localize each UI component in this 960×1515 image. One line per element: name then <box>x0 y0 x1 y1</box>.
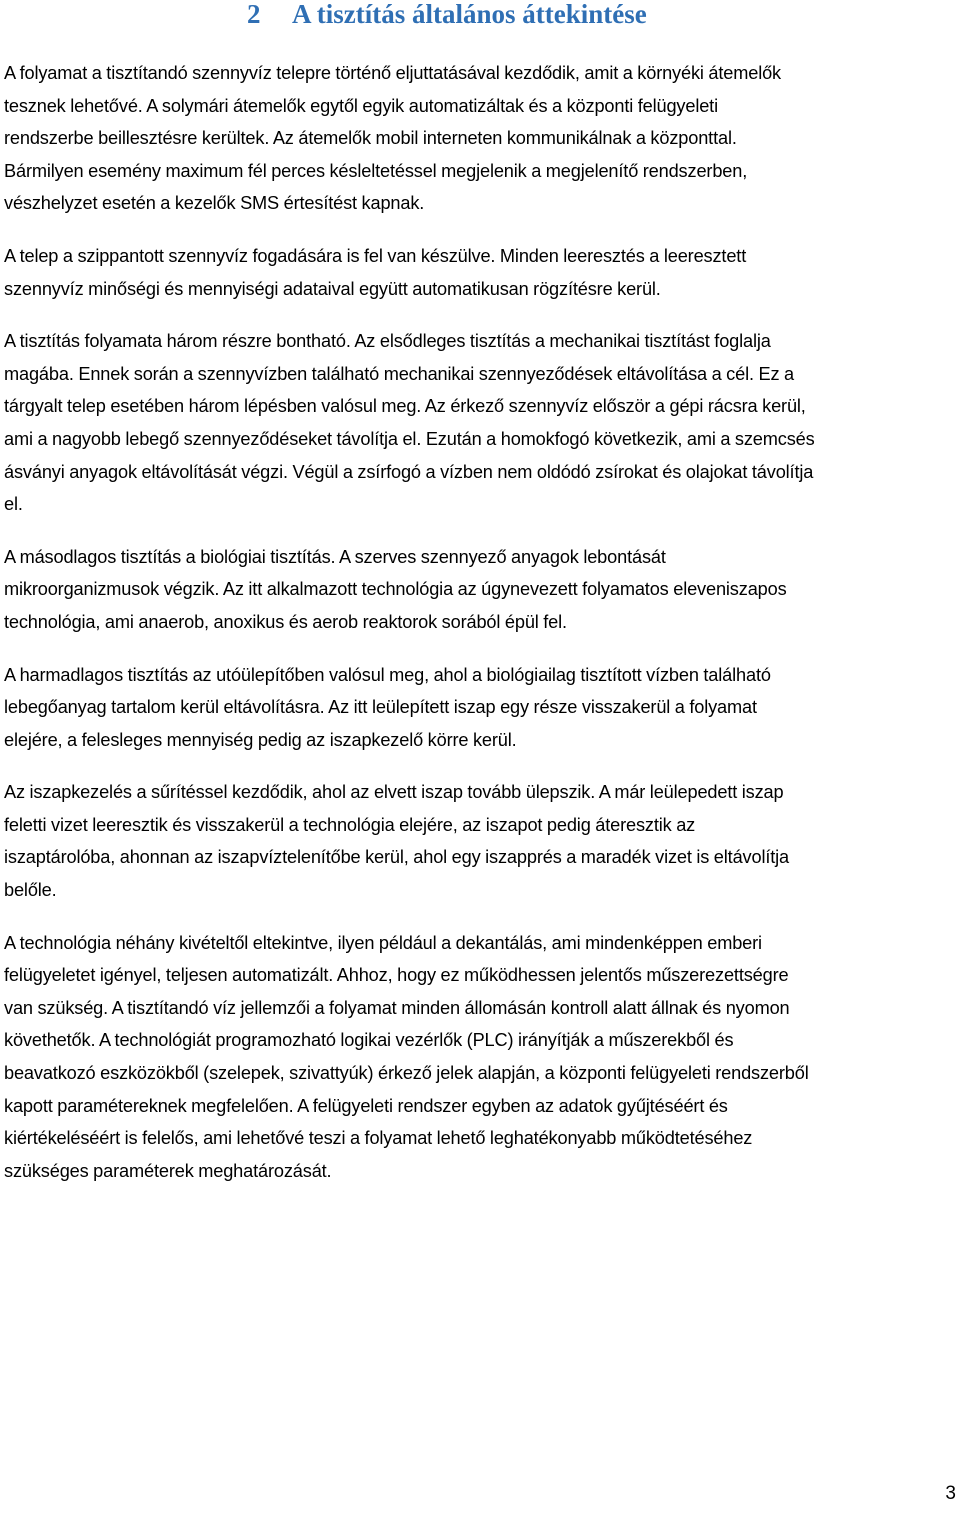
text-line: el. <box>4 494 23 515</box>
text-line: lebegőanyag tartalom kerül eltávolításra. Az itt leülepített iszap egy része visszakerül a folyamat <box>4 697 757 718</box>
text-line: beavatkozó eszközökből (szelepek, szivattyúk) érkező jelek alapján, a központi felügyeleti rendszerből <box>4 1063 809 1084</box>
text-line: mikroorganizmusok végzik. Az itt alkalmazott technológia az úgynevezett folyamatos eleveniszapos <box>4 579 787 600</box>
text-line: iszaptárolóba, ahonnan az iszapvíztelenítőbe kerül, ahol egy iszapprés a maradék vizet is eltávolítja <box>4 847 789 868</box>
paragraph <box>4 659 956 757</box>
body-text <box>4 57 956 1207</box>
text-line: Az iszapkezelés a sűrítéssel kezdődik, ahol az elvett iszap tovább ülepszik. A már leülepedett iszap <box>4 782 784 803</box>
paragraph <box>4 776 956 906</box>
text-line: A harmadlagos tisztítás az utóülepítőben valósul meg, ahol a biológiailag tisztított vízben található <box>4 664 771 685</box>
text-line: technológia, ami anaerob, anoxikus és aerob reaktorok sorából épül fel. <box>4 611 567 632</box>
section-title: A tisztítás általános áttekintése <box>292 0 647 29</box>
text-line: rendszerbe beillesztésre kerültek. Az átemelők mobil interneten kommunikálnak a központtal. <box>4 128 737 149</box>
text-line: belőle. <box>4 880 57 901</box>
text-line: feletti vizet leeresztik és visszakerül a technológia elejére, az iszapot pedig áteresztik az <box>4 814 696 835</box>
section-heading <box>247 0 647 34</box>
text-line: elejére, a felesleges mennyiség pedig az iszapkezelő körre kerül. <box>4 729 517 750</box>
paragraph <box>4 927 956 1188</box>
page-number: 3 <box>945 1483 956 1504</box>
text-line: A folyamat a tisztítandó szennyvíz telepre történő eljuttatásával kezdődik, amit a környéki átemelők <box>4 63 782 83</box>
text-line: ami a nagyobb lebegő szennyeződéseket távolítja el. Ezután a homokfogó következik, ami a szemcsés <box>4 428 815 449</box>
paragraph <box>4 325 956 521</box>
text-line: felügyeletet igényel, teljesen automatizált. Ahhoz, hogy ez működhessen jelentős műszerezettségre <box>4 965 789 986</box>
text-line: szennyvíz minőségi és mennyiségi adataival együtt automatikusan rögzítésre kerül. <box>4 278 661 299</box>
text-line: vészhelyzet esetén a kezelők SMS értesítést kapnak. <box>4 193 425 214</box>
text-line: kiértékeléséért is felelős, ami lehetővé teszi a folyamat lehető leghatékonyabb működtetéséhez <box>4 1128 753 1149</box>
paragraph <box>4 240 956 305</box>
text-line: szükséges paraméterek meghatározását. <box>4 1160 332 1181</box>
text-line: kapott paramétereknek megfelelően. A felügyeleti rendszer egyben az adatok gyűjtéséért és <box>4 1095 728 1116</box>
paragraph <box>4 57 956 220</box>
text-line: követhetők. A technológiát programozható logikai vezérlők (PLC) irányítják a műszerekből és <box>4 1030 734 1051</box>
text-line: A másodlagos tisztítás a biológiai tisztítás. A szerves szennyező anyagok lebontását <box>4 546 666 567</box>
text-line: ásványi anyagok eltávolítását végzi. Végül a zsírfogó a vízben nem oldódó zsírokat és olajokat távolítja <box>4 461 814 482</box>
text-line: A telep a szippantott szennyvíz fogadására is fel van készülve. Minden leeresztés a leeresztett <box>4 245 747 266</box>
section-number: 2 <box>247 0 261 29</box>
text-line: magába. Ennek során a szennyvízben található mechanikai szennyeződések eltávolítása a cél. Ez a <box>4 363 794 384</box>
text-line: van szükség. A tisztítandó víz jellemzői a folyamat minden állomásán kontroll alatt állnak és nyomon <box>4 997 790 1018</box>
text-line: tárgyalt telep esetében három lépésben valósul meg. Az érkező szennyvíz először a gépi rácsra kerül, <box>4 396 806 417</box>
paragraph <box>4 541 956 639</box>
text-line: Bármilyen esemény maximum fél perces késleltetéssel megjelenik a megjelenítő rendszerben, <box>4 160 748 181</box>
text-line: A tisztítás folyamata három részre bontható. Az elsődleges tisztítás a mechanikai tisztítást foglalja <box>4 331 771 352</box>
text-line: tesznek lehetővé. A solymári átemelők egytől egyik automatizáltak és a központi felügyeleti <box>4 95 718 116</box>
text-line: A technológia néhány kivételtől eltekintve, ilyen például a dekantálás, ami mindenképpen emberi <box>4 932 762 953</box>
